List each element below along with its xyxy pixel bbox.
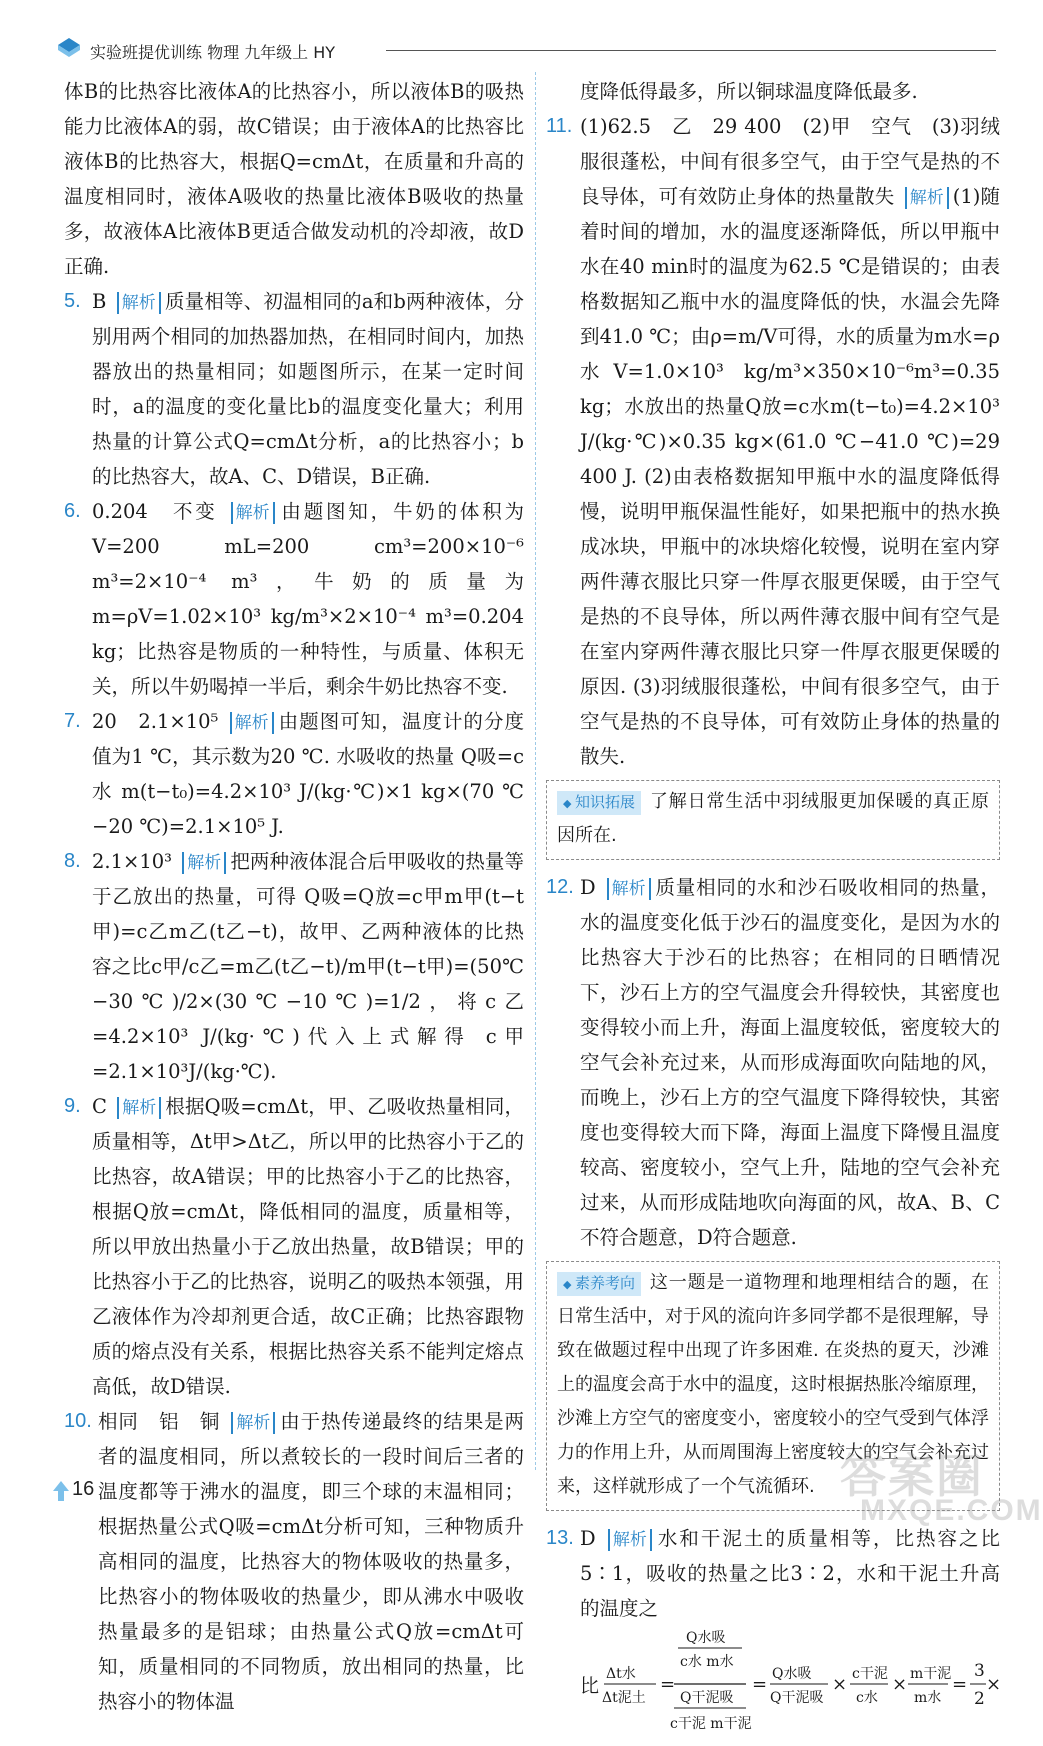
formula-prefix: 比 bbox=[580, 1675, 600, 1697]
ratio-formula bbox=[546, 1626, 1000, 1746]
answer-value: 0.204 不变 bbox=[92, 500, 218, 523]
formula-dt-soil: Δt泥土 bbox=[602, 1690, 646, 1706]
question-number: 9. bbox=[64, 1095, 81, 1117]
analysis-tag: 解析 bbox=[117, 292, 161, 314]
header-title: 实验班提优训练 物理 九年级上 HY bbox=[90, 43, 336, 62]
analysis-tag: 解析 bbox=[182, 852, 226, 874]
analysis-text: 水和干泥土的质量相等，比热容之比5∶1，吸收的热量之比3∶2，水和干泥土升高的温度之 bbox=[580, 1527, 1000, 1620]
answer-value: D bbox=[580, 1527, 596, 1550]
watermark-logo bbox=[840, 1440, 1043, 1530]
analysis-tag: 解析 bbox=[608, 1529, 652, 1551]
page-header bbox=[56, 36, 996, 64]
question-number: 10. bbox=[64, 1410, 92, 1432]
formula-cm-water: c水 m水 bbox=[680, 1654, 734, 1670]
formula-m-soil: m干泥 bbox=[910, 1666, 952, 1682]
formula-dt-water: Δt水 bbox=[606, 1666, 636, 1682]
analysis-text-formula: m乙(t乙−t)/m甲(t−t甲)=(50℃−30℃)/2×(30℃−10℃)=1/2，将c乙=4.2×10³ J/(kg·℃)代入上式解得 c甲=2.1×10³J/(kg·℃). bbox=[92, 955, 524, 1083]
formula-eq-3: = bbox=[952, 1674, 968, 1695]
analysis-text: 由题图知，牛奶的体积为V=200 mL=200 cm³=200×10⁻⁶ m³=2×10⁻⁴ m³，牛奶的质量为 m=ρV=1.02×10³ kg/m³×2×10⁻⁴ m³=0.204 kg；比热容是物质的一种特性，与质量、体积无关，所以牛奶喝掉一半后，剩余牛奶比热容不变. bbox=[92, 500, 524, 698]
formula-eq-1: = bbox=[660, 1674, 676, 1695]
formula-eq-2: = bbox=[752, 1674, 768, 1695]
formula-times-3: × bbox=[986, 1674, 1002, 1695]
formula-m-water: m水 bbox=[914, 1690, 942, 1706]
analysis-tag: 解析 bbox=[905, 187, 949, 209]
answer-9 bbox=[64, 1089, 524, 1404]
question-number: 12. bbox=[546, 876, 574, 898]
box-text: 了解日常生活中羽绒服更加保暖的真正原因所在. bbox=[557, 791, 989, 846]
answer-10 bbox=[64, 1404, 524, 1719]
answer-value: C bbox=[92, 1095, 107, 1118]
book-logo-icon bbox=[56, 36, 82, 62]
answer-6 bbox=[64, 494, 524, 704]
page-number-text: 16 bbox=[72, 1478, 95, 1500]
analysis-tag: 解析 bbox=[231, 1412, 275, 1434]
answer-7 bbox=[64, 704, 524, 844]
analysis-tag: 解析 bbox=[117, 1097, 161, 1119]
formula-c-water: c水 bbox=[856, 1690, 878, 1706]
watermark-text: 答案圈 bbox=[840, 1449, 984, 1503]
formula-c-soil: c干泥 bbox=[852, 1666, 888, 1682]
box-text: 这一题是一道物理和地理相结合的题，在日常生活中，对于风的流向许多同学都不是很理解，导致在做题过程中出现了许多困难. 在炎热的夏天，沙滩上的温度会高于水中的温度，这时根据热胀冷缩原理，沙滩上方空气的密度变小，密度较小的空气受到气体浮力的作用上升，从而周围海上密度较大的空气会补充过来，这样就形成了一个气流循环. bbox=[557, 1272, 989, 1497]
watermark-url: MXQE.COM bbox=[860, 1494, 1043, 1527]
question-number: 13. bbox=[546, 1527, 574, 1549]
analysis-text: 把两种液体混合后甲吸收的热量等于乙放出的热量，可得 Q吸=Q放=c甲m甲(t−t甲)=c乙m乙(t乙−t)，故甲、乙两种液体的比热容之比c甲/c乙= bbox=[92, 850, 524, 978]
analysis-text: 由于热传递最终的结果是两者的温度相同，所以煮较长的一段时间后三者的温度都等于沸水的温度，即三个球的末温相同；根据热量公式Q吸=cmΔt分析可知，三种物质升高相同的温度，比热容大的物体吸收的热量多，比热容小的物体吸收的热量少，即从沸水中吸收热量最多的是铝球；由热量公式Q放=cmΔt可知，质量相同的不同物质，放出相同的热量，比热容小的物体温 bbox=[98, 1410, 524, 1713]
answer-value: B bbox=[92, 290, 107, 313]
answer-value: 20 2.1×10⁵ bbox=[92, 710, 219, 733]
analysis-tag: 解析 bbox=[230, 712, 274, 734]
answer-13 bbox=[546, 1521, 1000, 1626]
box-label: ◆ 素养考向 bbox=[557, 1272, 641, 1296]
answer-value: D bbox=[580, 876, 596, 899]
column-divider bbox=[535, 72, 536, 1470]
formula-q-soil-2: Q干泥吸 bbox=[770, 1690, 824, 1706]
left-column bbox=[64, 74, 524, 1719]
continued-text: 体B的比热容比液体A的比热容小，所以液体B的吸热能力比液体A的弱，故C错误；由于液体A的比热容比液体B的比热容大，根据Q=cmΔt，在质量和升高的温度相同时，液体A吸收的热量比液体B吸收的热量多，故液体A比液体B更适合做发动机的冷却液，故D正确. bbox=[64, 80, 524, 278]
analysis-tag: 解析 bbox=[607, 878, 651, 900]
analysis-text: 根据Q吸=cmΔt，甲、乙吸收热量相同，质量相等，Δt甲>Δt乙，所以甲的比热容小于乙的比热容，故A错误；甲的比热容小于乙的比热容，根据Q放=cmΔt，降低相同的温度，质量相等，所以甲放出热量小于乙放出热量，故B错误；甲的比热容小于乙的比热容，说明乙的吸热本领强，用乙液体作为冷却剂更合适，故C正确；比热容跟物质的熔点没有关系，根据比热容关系不能判定熔点高低，故D错误. bbox=[92, 1095, 525, 1398]
header-rule bbox=[386, 50, 996, 51]
answer-11 bbox=[546, 109, 1000, 774]
analysis-tag: 解析 bbox=[231, 502, 275, 524]
question-number: 8. bbox=[64, 850, 81, 872]
answer-8 bbox=[64, 844, 524, 1089]
question-number: 11. bbox=[546, 115, 573, 137]
continued-text: 度降低得最多，所以铜球温度降低最多. bbox=[580, 80, 918, 103]
formula-times-2: × bbox=[892, 1674, 908, 1695]
analysis-text: (1)随着时间的增加，水的温度逐渐降低，所以甲瓶中水在40 min时的温度为62.5 ℃是错误的；由表格数据知乙瓶中水的温度降低的快，水温会先降到41.0 ℃；由ρ=m/V可得，水的质量为m水=ρ水V=1.0×10³ kg/m³×350×10⁻⁶m³=0.35 kg；水放出的热量Q放=c水m(t−t₀)=4.2×10³ J/(kg·℃)×0.35 kg×(61.0 ℃−41.0 ℃)=29 400 J. (2)由表格数据知甲瓶中水的温度降低得慢，说明甲瓶保温性能好，如果把瓶中的热水换成冰块，甲瓶中的冰块熔化较慢，说明在室内穿两件薄衣服比只穿一件厚衣服更保暖，由于空气是热的不良导体，所以两件薄衣服中间有空气是在室内穿两件薄衣服比只穿一件厚衣服更保暖的原因. (3)羽绒服很蓬松，中间有很多空气，由于空气是热的不良导体，可有效防止身体的热量的散失. bbox=[580, 185, 1001, 768]
analysis-text: 由题图可知，温度计的分度值为1 ℃，其示数为20 ℃. 水吸收的热量 Q吸=c水 m(t−t₀)=4.2×10³ J/(kg·℃)×1 kg×(70 ℃−20 ℃)=2.1×10⁵ J. bbox=[92, 710, 524, 838]
question-number: 6. bbox=[64, 500, 81, 522]
formula-cm-soil: c干泥 m干泥 bbox=[670, 1716, 752, 1732]
answer-value: 2.1×10³ bbox=[92, 850, 172, 873]
answer-5 bbox=[64, 284, 524, 494]
analysis-text: 质量相等、初温相同的a和b两种液体，分别用两个相同的加热器加热，在相同时间内，加热器放出的热量相同；如题图所示，在某一定时间时，a的温度的变化量比b的温度变化量大；利用热量的计算公式Q=cmΔt分析，a的比热容小；b的比热容大，故A、C、D错误，B正确. bbox=[92, 290, 525, 488]
formula-q-soil: Q干泥吸 bbox=[680, 1690, 734, 1706]
question-number: 5. bbox=[64, 290, 81, 312]
ratio-formula-graphic bbox=[546, 1626, 1000, 1746]
answer-value: 相同 铝 铜 bbox=[98, 1410, 221, 1433]
page-number bbox=[52, 1476, 100, 1506]
box-label: ◆ 知识拓展 bbox=[557, 791, 641, 815]
knowledge-extension-box bbox=[546, 780, 1000, 860]
formula-two: 2 bbox=[974, 1689, 985, 1709]
question-number: 7. bbox=[64, 710, 81, 732]
answer-value: (1)62.5 乙 29 400 (2)甲 空气 (3)羽绒服很蓬松，中间有很多空气，由于空气是热的不良导体，可有效防止身体的热量散失 bbox=[580, 115, 1000, 208]
answer-12 bbox=[546, 870, 1000, 1255]
formula-q-water: Q水吸 bbox=[686, 1630, 726, 1646]
formula-three: 3 bbox=[974, 1661, 985, 1681]
arrow-up-icon bbox=[52, 1480, 70, 1502]
analysis-text: 质量相同的水和沙石吸收相同的热量，水的温度变化低于沙石的温度变化，是因为水的比热容大于沙石的比热容；在相同的日晒情况下，沙石上方的空气温度会升得较快，其密度也变得较小而上升，海面上温度较低，密度较大的空气会补充过来，从而形成海面吹向陆地的风，而晚上，沙石上方的空气温度下降得较快，其密度也变得较大而下降，海面上温度下降慢且温度较高、密度较小，空气上升，陆地的空气会补充过来，从而形成陆地吹向海面的风，故A、B、C不符合题意，D符合题意. bbox=[580, 876, 1000, 1249]
formula-times-1: × bbox=[832, 1674, 848, 1695]
formula-q-water-2: Q水吸 bbox=[772, 1666, 812, 1682]
